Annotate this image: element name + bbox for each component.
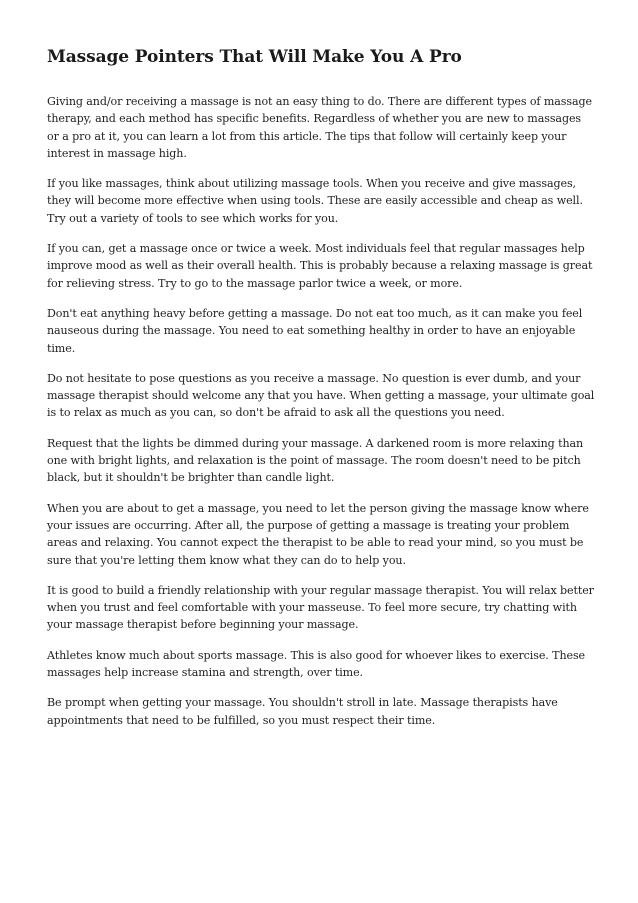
paragraph: Giving and/or receiving a massage is not an easy thing to do. There are different types of massage therapy, and each method has specific benefits. Regardless of whether you are new to massages or a pro at it, you can learn a lot from this article. The tips that follow will certainly keep your interest in massage high. xyxy=(47,95,592,160)
paragraph: If you can, get a massage once or twice a week. Most individuals feel that regular massages help improve mood as well as their overall health. This is probably because a relaxing massage is great for relieving stress. Try to go to the massage parlor twice a week, or more. xyxy=(47,242,593,290)
paragraph: When you are about to get a massage, you need to let the person giving the massage know where your issues are occurring. After all, the purpose of getting a massage is treating your problem areas and relaxing. You cannot expect the therapist to be able to read your mind, so you must be sure that you're letting them know what they can do to help you. xyxy=(47,501,589,567)
paragraph: Do not hesitate to pose questions as you receive a massage. No question is ever dumb, and your massage therapist should welcome any that you have. When getting a massage, your ultimate goal is to relax as much as you can, so don't be afraid to ask all the questions you need. xyxy=(47,371,595,420)
paragraph: Request that the lights be dimmed during your massage. A darkened room is more relaxing than one with bright lights, and relaxation is the point of massage. The room doesn't need to be pitch black, but it shouldn't be brighter than candle light. xyxy=(47,436,584,485)
paragraph: If you like massages, think about utilizing massage tools. When you receive and give massages, they will become more effective when using tools. These are easily accessible and cheap as well. Try out a variety of tools to see which works for you. xyxy=(47,177,583,225)
paragraph: Be prompt when getting your massage. You shouldn't stroll in late. Massage therapists have appointments that need to be fulfilled, so you must respect their time. xyxy=(47,696,558,727)
paragraph: Don't eat anything heavy before getting a massage. Do not eat too much, as it can make you feel nauseous during the massage. You need to eat something healthy in order to have an enjoyable time. xyxy=(47,306,583,355)
paragraph: It is good to build a friendly relationship with your regular massage therapist. You will relax better when you trust and feel comfortable with your masseuse. To feel more secure, try chatting with your massage therapist before beginning your massage. xyxy=(47,583,594,632)
paragraph: Athletes know much about sports massage. This is also good for whoever likes to exercise. These massages help increase stamina and strength, over time. xyxy=(47,648,586,680)
document-page xyxy=(47,46,595,742)
page-title: Massage Pointers That Will Make You A Pro xyxy=(47,47,462,67)
